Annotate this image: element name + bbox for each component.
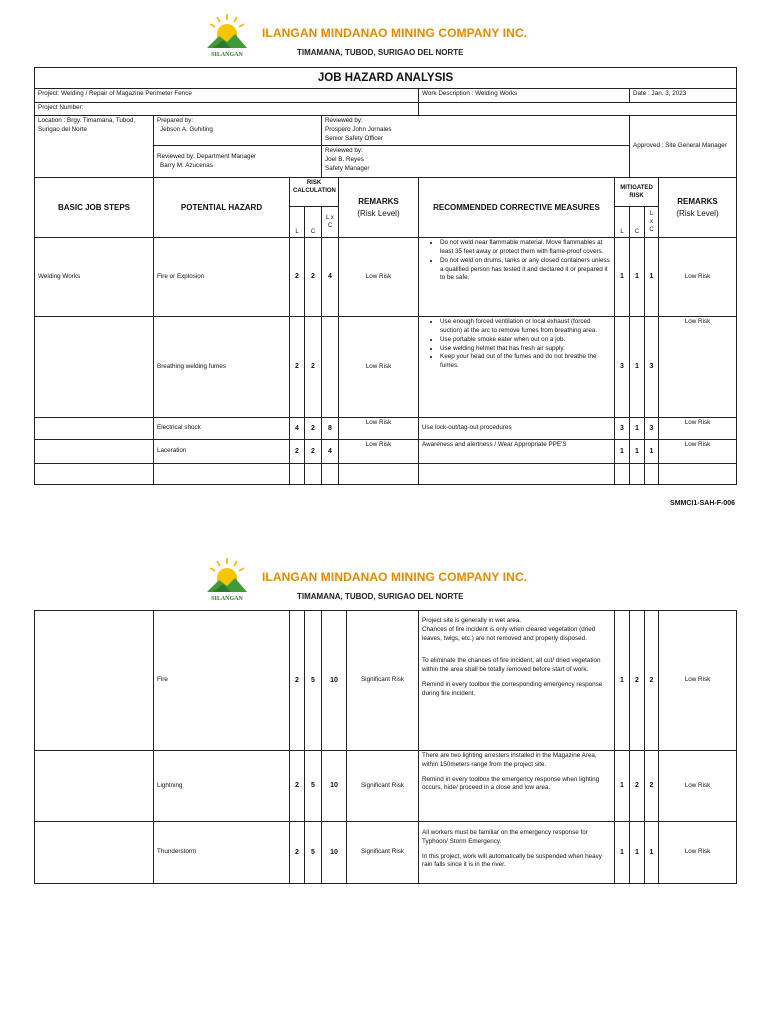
- risk-l: 2: [290, 440, 305, 464]
- job-step: [35, 317, 154, 418]
- date-field: Date : Jan. 3, 2023: [630, 89, 737, 103]
- risk-remarks: Significant Risk: [347, 611, 419, 751]
- measure-paragraph: All workers must be familiar on the emergency response for Typhoon/ Storm Emergency.: [422, 829, 588, 845]
- prepared-by-block: [154, 116, 322, 146]
- col-l: L: [290, 207, 305, 238]
- mitigated-lxc: 1: [645, 822, 659, 884]
- jha-table-page1: [34, 67, 737, 485]
- table-row: [35, 317, 737, 418]
- jha-table-page2: [34, 610, 737, 884]
- mitigated-remarks: Low Risk: [659, 238, 737, 317]
- mitigated-l: 1: [615, 751, 630, 822]
- list-item: • Use portable smoke eater when out on a job.: [440, 336, 611, 345]
- measure-paragraph: Project site is generally in wet area. Chances of fire incident is only when cleared vegetation (dried leaves, twigs, etc.) are not removed and properly disposed.: [422, 617, 596, 642]
- risk-l: 2: [290, 751, 305, 822]
- job-step: [35, 418, 154, 440]
- risk-c: 5: [305, 751, 322, 822]
- table-row: [35, 822, 737, 884]
- prepared-by-label: Prepared by:: [157, 117, 194, 125]
- risk-l: 2: [290, 822, 305, 884]
- risk-remarks: Low Risk: [339, 238, 419, 317]
- risk-c: 5: [305, 611, 322, 751]
- col-c: C: [305, 207, 322, 238]
- list-item: • Use welding helmet that has fresh air supply.: [440, 345, 611, 354]
- company-address: TIMAMANA, TUBOD, SURIGAO DEL NORTE: [297, 592, 464, 601]
- reviewer2-name: Joel B. Reyes: [325, 155, 364, 163]
- form-title: JOB HAZARD ANALYSIS: [35, 68, 737, 89]
- logo-wordmark: SILANGAN: [211, 596, 243, 602]
- dept-reviewer-label: Reviewed by: Department Manager: [157, 152, 257, 160]
- reviewer1-label: Reviewed by:: [325, 117, 363, 125]
- col-lxc: L x C: [322, 207, 339, 238]
- mitigated-c: 2: [630, 611, 645, 751]
- list-item: • Keep your head out of the fumes and do not breathe the fumes.: [440, 353, 611, 371]
- mitigated-remarks: Low Risk: [659, 418, 737, 440]
- mitigated-remarks: Low Risk: [659, 611, 737, 751]
- mitigated-remarks-title: REMARKS: [677, 197, 718, 207]
- mitigated-l: 1: [615, 238, 630, 317]
- hazard: Electrical shock: [154, 418, 290, 440]
- corrective-measures: [419, 751, 615, 822]
- mitigated-l: 3: [615, 418, 630, 440]
- project-number-blank: [419, 103, 737, 116]
- col-header-mitigated: MITIGATED RISK: [615, 178, 659, 207]
- risk-lxc: 10: [322, 611, 347, 751]
- mitigated-remarks: Low Risk: [659, 751, 737, 822]
- col-mitigated-c: C: [630, 207, 645, 238]
- reviewed-by-safety-manager: [322, 146, 630, 178]
- job-step: [35, 440, 154, 464]
- mitigated-c: 1: [630, 822, 645, 884]
- measure-paragraph: Remind in every toolbox the corresponding emergency response during fire incident.: [422, 681, 603, 697]
- col-header-remarks: [339, 178, 419, 238]
- work-description-field: Work Description : Welding Works: [419, 89, 630, 103]
- company-name: ILANGAN MINDANAO MINING COMPANY INC.: [262, 26, 528, 40]
- job-step: Welding Works: [35, 238, 154, 317]
- measure-paragraph: To eliminate the chances of fire incident, all cut/ dried vegetation within the area shall be totally removed before start of work.: [422, 657, 601, 674]
- mitigated-lxc: 3: [645, 418, 659, 440]
- risk-c: 5: [305, 822, 322, 884]
- hazard: Fire or Explosion: [154, 238, 290, 317]
- mitigated-c: 1: [630, 418, 645, 440]
- list-item: • Do not weld near flammable material. Move flammables at least 35 feet away or protect them with flame-proof covers.: [440, 239, 611, 257]
- mitigated-l: 3: [615, 317, 630, 418]
- risk-lxc: 4: [322, 238, 339, 317]
- company-logo-icon: [205, 10, 249, 60]
- reviewed-by-dept-manager: [154, 146, 322, 178]
- mitigated-l: 1: [615, 822, 630, 884]
- measure-paragraph: Remind in every toolbox the emergency response when lighting occurs, hide/ proceed in a close and low area.: [422, 775, 600, 792]
- risk-remarks: Low Risk: [339, 440, 419, 464]
- risk-lxc: 4: [322, 440, 339, 464]
- mitigated-c: 2: [630, 751, 645, 822]
- reviewer2-label: Reviewed by:: [325, 147, 363, 155]
- project-field: Project: Welding / Repair of Magazine Perimeter Fence: [35, 89, 419, 103]
- risk-lxc: 10: [322, 822, 347, 884]
- risk-lxc: [322, 317, 339, 418]
- col-header-mitigated-remarks: [659, 178, 737, 238]
- document-code: SMMCI1-SAH-F-006: [670, 500, 735, 507]
- mitigated-c: 1: [630, 317, 645, 418]
- mitigated-remarks: Low Risk: [659, 440, 737, 464]
- hazard: Laceration: [154, 440, 290, 464]
- table-row: [35, 751, 737, 822]
- reviewed-by-safety-officer: [322, 116, 630, 146]
- col-header-hazard: POTENTIAL HAZARD: [154, 178, 290, 238]
- remarks-subtitle: (Risk Level): [357, 208, 400, 218]
- prepared-by-name: Jebson A. Guhiting: [160, 125, 213, 133]
- mitigated-lxc: 2: [645, 611, 659, 751]
- corrective-measures: [419, 317, 615, 418]
- col-header-measures: RECOMMENDED CORRECTIVE MEASURES: [419, 178, 615, 238]
- reviewer1-name: Prospero John Jornales: [325, 125, 392, 133]
- corrective-measures: [419, 611, 615, 751]
- project-number-field: Project Number:: [35, 103, 419, 116]
- hazard: Breathing welding fumes: [154, 317, 290, 418]
- list-item: • Do not weld on drums, tanks or any closed containers unless a qualified person has tested it and declared it or prepared it to be safe.: [440, 257, 611, 283]
- measure-paragraph: There are two lighting arresters installed in the Magazine Area, within 150meters range from the project site.: [422, 752, 597, 768]
- mitigated-l: 1: [615, 440, 630, 464]
- corrective-measures: Use lock-out/tag-out procedures: [419, 418, 615, 440]
- dept-reviewer-name: Barry M. Azucenas: [160, 161, 213, 169]
- risk-c: 2: [305, 440, 322, 464]
- hazard: Lightning: [154, 751, 290, 822]
- risk-remarks: Significant Risk: [347, 822, 419, 884]
- risk-lxc: 8: [322, 418, 339, 440]
- mitigated-lxc: 1: [645, 440, 659, 464]
- company-address: TIMAMANA, TUBOD, SURIGAO DEL NORTE: [297, 48, 464, 57]
- risk-lxc: 10: [322, 751, 347, 822]
- col-header-risk-calc: RISK CALCULATION: [290, 178, 339, 207]
- mitigated-remarks-subtitle: (Risk Level): [676, 208, 719, 218]
- measure-paragraph: In this project, work will automatically be suspended when heavy rain falls since it is in the river.: [422, 852, 602, 869]
- table-row: [35, 440, 737, 464]
- corrective-measures: [419, 822, 615, 884]
- mitigated-c: 1: [630, 440, 645, 464]
- hazard: Fire: [154, 611, 290, 751]
- risk-remarks: Low Risk: [339, 317, 419, 418]
- mitigated-remarks: Low Risk: [659, 822, 737, 884]
- location-field: Location : Brgy. Timamana, Tubod, Surigao del Norte: [35, 116, 154, 178]
- col-mitigated-lxc: L x C: [645, 207, 659, 238]
- mitigated-lxc: 2: [645, 751, 659, 822]
- page2-letterhead: [0, 554, 768, 614]
- table-row: [35, 418, 737, 440]
- risk-c: 2: [305, 418, 322, 440]
- mitigated-c: 1: [630, 238, 645, 317]
- list-item: • Use enough forced ventilation or local exhaust (forced suction) at the arc to remove fumes from breathing area.: [440, 318, 611, 336]
- mitigated-lxc: 3: [645, 317, 659, 418]
- risk-remarks: Low Risk: [339, 418, 419, 440]
- corrective-measures: Awareness and alertness / Wear Appropriate PPE'S: [419, 440, 615, 464]
- table-row: [35, 238, 737, 317]
- company-name: ILANGAN MINDANAO MINING COMPANY INC.: [262, 570, 528, 584]
- approved-by-field: Approved : Site General Manager: [630, 116, 737, 178]
- table-row: [35, 611, 737, 751]
- mitigated-l: 1: [615, 611, 630, 751]
- risk-l: 2: [290, 611, 305, 751]
- risk-l: 2: [290, 238, 305, 317]
- risk-l: 4: [290, 418, 305, 440]
- remarks-title: REMARKS: [358, 197, 399, 207]
- company-logo-icon: [205, 554, 249, 604]
- hazard: Thunderstorm: [154, 822, 290, 884]
- reviewer1-title: Senior Safety Officer: [325, 134, 383, 142]
- mitigated-remarks: Low Risk: [659, 317, 737, 418]
- col-mitigated-l: L: [615, 207, 630, 238]
- col-header-steps: BASIC JOB STEPS: [35, 178, 154, 238]
- risk-c: 2: [305, 317, 322, 418]
- page1-letterhead: [0, 10, 768, 70]
- corrective-measures: [419, 238, 615, 317]
- reviewer2-title: Safety Manager: [325, 164, 370, 172]
- risk-l: 2: [290, 317, 305, 418]
- risk-remarks: Significant Risk: [347, 751, 419, 822]
- risk-c: 2: [305, 238, 322, 317]
- logo-wordmark: SILANGAN: [211, 52, 243, 58]
- table-row-empty: [35, 464, 737, 485]
- mitigated-lxc: 1: [645, 238, 659, 317]
